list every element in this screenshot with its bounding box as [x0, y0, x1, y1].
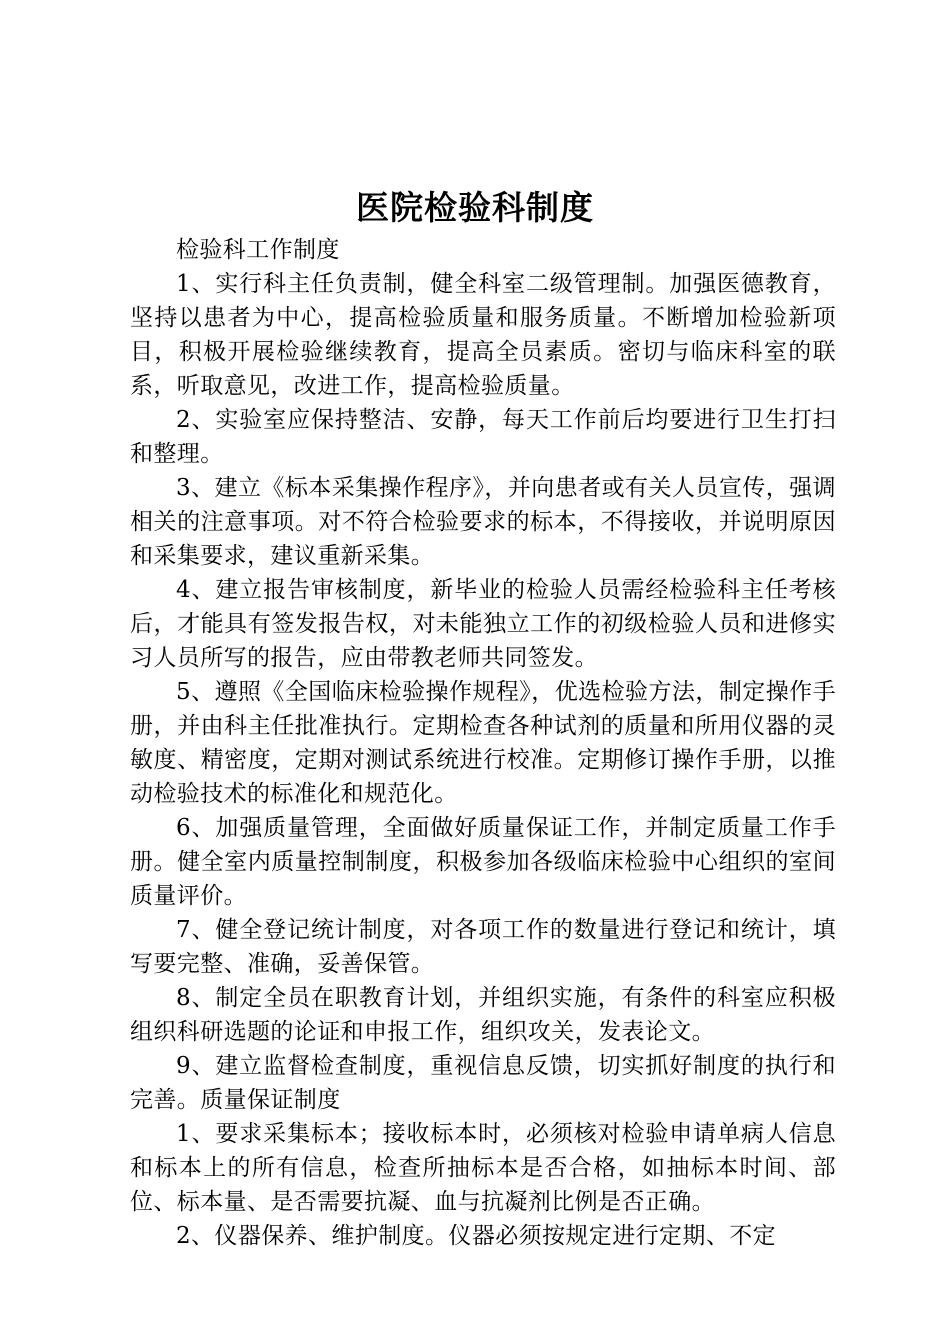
paragraph: 3、建立《标本采集操作程序》，并向患者或有关人员宣传，强调相关的注意事项。对不符合检验要求的标本，不得接收，并说明原因和采集要求，建议重新采集。 [130, 475, 836, 569]
paragraph: 5、遵照《全国临床检验操作规程》，优选检验方法，制定操作手册，并由科主任批准执行。定期检查各种试剂的质量和所用仪器的灵敏度、精密度，定期对测试系统进行校准。定期修订操作手册，以推动检验技术的标准化和规范化。 [130, 679, 836, 807]
paragraph: 2、仪器保养、维护制度。仪器必须按规定进行定期、不定 [176, 1223, 777, 1249]
paragraph: 2、实验室应保持整洁、安静，每天工作前后均要进行卫生打扫和整理。 [130, 407, 836, 467]
paragraph: 8、制定全员在职教育计划，并组织实施，有条件的科室应积极组织科研选题的论证和申报工作，组织攻关，发表论文。 [130, 985, 836, 1045]
paragraph: 4、建立报告审核制度，新毕业的检验人员需经检验科主任考核后，才能具有签发报告权，对未能独立工作的初级检验人员和进修实习人员所写的报告，应由带教老师共同签发。 [130, 577, 836, 671]
document-body [130, 233, 836, 1253]
paragraph-section-heading: 检验科工作制度 [176, 237, 340, 263]
paragraph: 1、要求采集标本；接收标本时，必须核对检验申请单病人信息和标本上的所有信息，检查所抽标本是否合格，如抽标本时间、部位、标本量、是否需要抗凝、血与抗凝剂比例是否正确。 [130, 1121, 836, 1215]
paragraph: 6、加强质量管理，全面做好质量保证工作，并制定质量工作手册。健全室内质量控制制度，积极参加各级临床检验中心组织的室间质量评价。 [130, 815, 836, 909]
document-title: 医院检验科制度 [356, 188, 594, 227]
paragraph: 1、实行科主任负责制，健全科室二级管理制。加强医德教育，坚持以患者为中心，提高检验质量和服务质量。不断增加检验新项目，积极开展检验继续教育，提高全员素质。密切与临床科室的联系，听取意见，改进工作，提高检验质量。 [130, 271, 836, 399]
paragraph: 9、建立监督检查制度，重视信息反馈，切实抓好制度的执行和完善。质量保证制度 [130, 1053, 836, 1113]
paragraph: 7、健全登记统计制度，对各项工作的数量进行登记和统计，填写要完整、准确，妥善保管。 [130, 917, 836, 977]
